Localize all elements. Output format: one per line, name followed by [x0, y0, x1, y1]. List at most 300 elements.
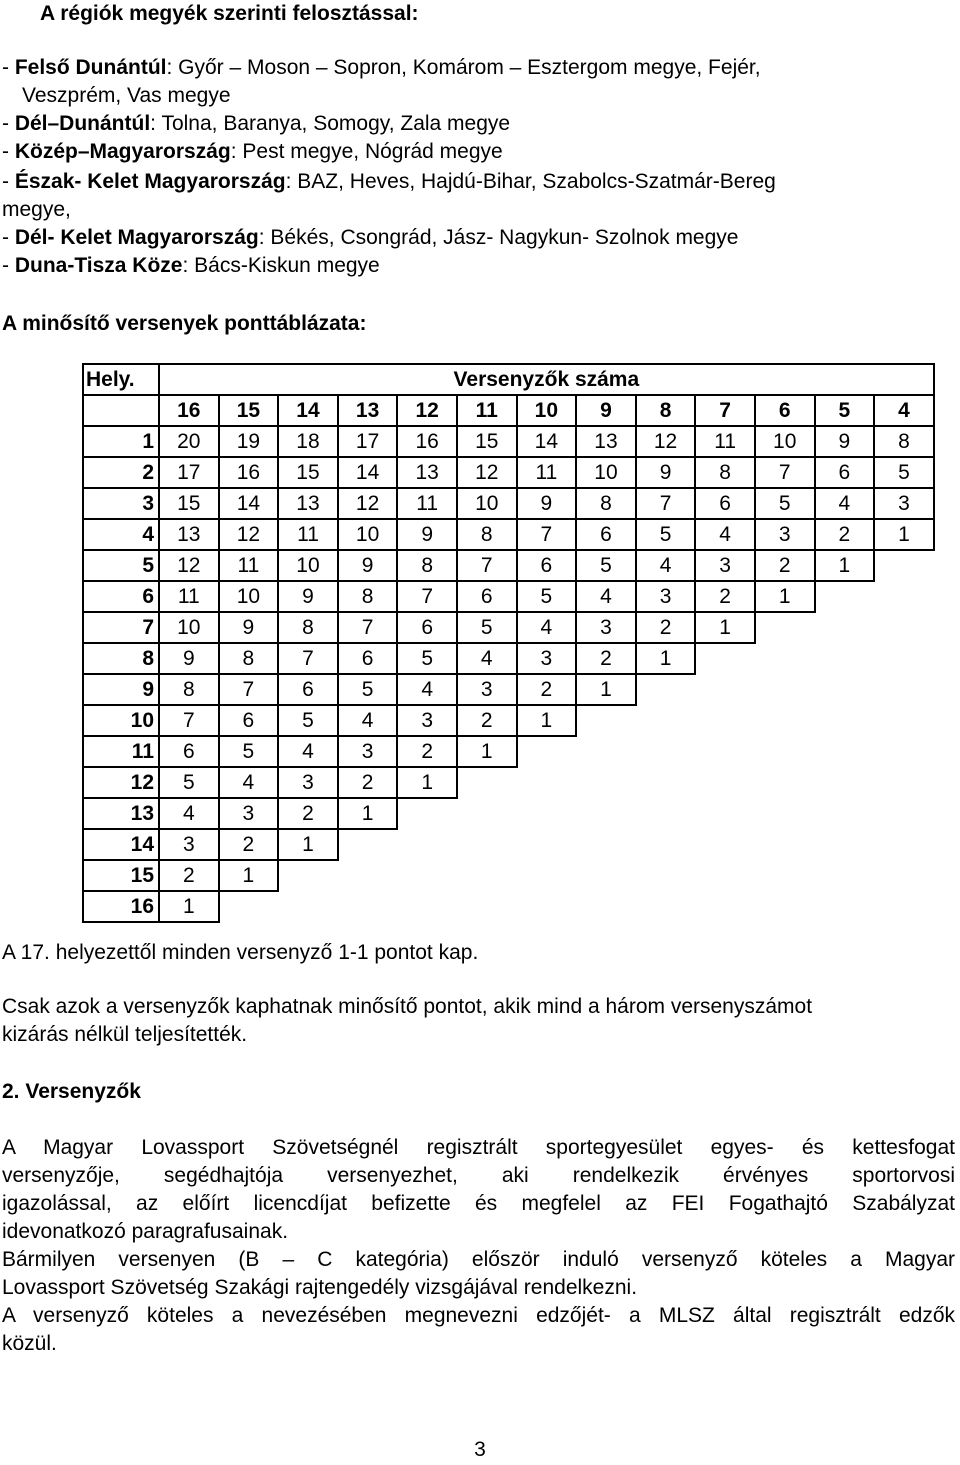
competitor-count-cell: 9 [576, 395, 636, 426]
points-cell: 2 [695, 581, 755, 612]
points-cell: 4 [159, 798, 219, 829]
place-cell-empty [83, 395, 159, 426]
empty-cell [695, 891, 755, 922]
empty-cell [815, 860, 875, 891]
empty-cell [815, 612, 875, 643]
region-counties: : Tolna, Baranya, Somogy, Zala megye [150, 112, 511, 135]
empty-cell [695, 705, 755, 736]
points-cell: 15 [159, 488, 219, 519]
section-2-line: A versenyző köteles a nevezésében megnevezni edzőjét- a MLSZ által regisztrált edzők [2, 1304, 955, 1327]
empty-cell [874, 581, 934, 612]
empty-cell [457, 767, 517, 798]
empty-cell [457, 829, 517, 860]
empty-cell [874, 550, 934, 581]
region-counties: : Békés, Csongrád, Jász- Nagykun- Szolnok megye [258, 226, 739, 249]
table-header-row [83, 364, 934, 395]
qualify-line-1: Csak azok a versenyzők kaphatnak minősítő pontot, akik mind a három versenyszámot [2, 995, 813, 1018]
points-cell: 2 [219, 829, 279, 860]
empty-cell [755, 736, 815, 767]
section-2-line: Lovassport Szövetség Szakági rajtengedély vizsgájával rendelkezni. [2, 1276, 638, 1299]
region-name: Duna-Tisza Köze [14, 254, 183, 277]
points-cell: 10 [338, 519, 398, 550]
points-cell: 20 [159, 426, 219, 457]
points-cell: 4 [278, 736, 338, 767]
points-cell: 5 [636, 519, 696, 550]
competitor-count-cell: 4 [874, 395, 934, 426]
empty-cell [874, 674, 934, 705]
points-cell: 12 [219, 519, 279, 550]
points-cell: 14 [219, 488, 279, 519]
competitors-header: Versenyzők száma [159, 364, 934, 395]
region-dash: - [2, 140, 15, 163]
points-cell: 5 [219, 736, 279, 767]
points-cell: 4 [219, 767, 279, 798]
region-line [2, 138, 503, 166]
points-cell: 1 [576, 674, 636, 705]
points-cell: 8 [874, 426, 934, 457]
points-cell: 12 [159, 550, 219, 581]
empty-cell [517, 891, 577, 922]
points-cell: 5 [457, 612, 517, 643]
empty-cell [815, 643, 875, 674]
points-cell: 8 [576, 488, 636, 519]
points-cell: 4 [457, 643, 517, 674]
points-cell: 7 [278, 643, 338, 674]
region-counties: : Bács-Kiskun megye [182, 254, 380, 277]
score-table-title: A minősítő versenyek ponttáblázata: [2, 312, 367, 335]
points-cell: 10 [755, 426, 815, 457]
section-2-line: A Magyar Lovassport Szövetségnél regisztrált sportegyesület egyes- és kettesfogat [2, 1136, 955, 1159]
empty-cell [457, 798, 517, 829]
empty-cell [695, 736, 755, 767]
points-cell: 5 [576, 550, 636, 581]
empty-cell [874, 705, 934, 736]
points-cell: 7 [517, 519, 577, 550]
region-name: Észak- Kelet Magyarország [14, 170, 286, 193]
competitor-count-cell: 12 [397, 395, 457, 426]
empty-cell [874, 736, 934, 767]
table-row [83, 860, 934, 891]
points-cell: 9 [636, 457, 696, 488]
points-cell: 9 [397, 519, 457, 550]
empty-cell [338, 860, 398, 891]
region-dash: - [2, 56, 15, 79]
points-cell: 15 [278, 457, 338, 488]
empty-cell [576, 798, 636, 829]
points-cell: 4 [397, 674, 457, 705]
table-row [83, 426, 934, 457]
place-cell: 14 [83, 829, 159, 860]
region-name: Dél–Dunántúl [14, 112, 151, 135]
empty-cell [874, 891, 934, 922]
region-dash: - [2, 254, 15, 277]
qualify-line-2: kizárás nélkül teljesítették. [2, 1023, 248, 1046]
points-cell: 10 [278, 550, 338, 581]
table-row [83, 550, 934, 581]
competitor-count-cell: 5 [815, 395, 875, 426]
points-cell: 3 [755, 519, 815, 550]
points-cell: 9 [278, 581, 338, 612]
empty-cell [755, 767, 815, 798]
region-dash: - [2, 112, 15, 135]
empty-cell [636, 767, 696, 798]
points-cell: 1 [874, 519, 934, 550]
competitor-count-cell: 14 [278, 395, 338, 426]
points-cell: 1 [695, 612, 755, 643]
points-cell: 2 [517, 674, 577, 705]
points-cell: 6 [397, 612, 457, 643]
points-cell: 9 [815, 426, 875, 457]
points-cell: 6 [159, 736, 219, 767]
empty-cell [755, 798, 815, 829]
region-name: Közép–Magyarország [14, 140, 231, 163]
empty-cell [517, 736, 577, 767]
points-cell: 1 [517, 705, 577, 736]
region-line [2, 110, 510, 138]
points-cell: 4 [338, 705, 398, 736]
points-cell: 5 [397, 643, 457, 674]
table-row [83, 674, 934, 705]
place-cell: 4 [83, 519, 159, 550]
section-2-heading: 2. Versenyzők [2, 1080, 141, 1103]
points-cell: 7 [159, 705, 219, 736]
empty-cell [755, 860, 815, 891]
empty-cell [576, 736, 636, 767]
empty-cell [457, 891, 517, 922]
empty-cell [815, 736, 875, 767]
place-cell: 5 [83, 550, 159, 581]
empty-cell [397, 798, 457, 829]
place-cell: 9 [83, 674, 159, 705]
points-cell: 6 [457, 581, 517, 612]
points-cell: 7 [338, 612, 398, 643]
empty-cell [815, 674, 875, 705]
points-cell: 3 [874, 488, 934, 519]
points-cell: 6 [815, 457, 875, 488]
place-cell: 6 [83, 581, 159, 612]
points-cell: 8 [219, 643, 279, 674]
region-counties: : Győr – Moson – Sopron, Komárom – Esztergom megye, Fejér, [166, 56, 761, 79]
points-cell: 11 [695, 426, 755, 457]
region-line [2, 196, 71, 224]
page-number: 3 [474, 1438, 486, 1461]
section-2-line: idevonatkozó paragrafusainak. [2, 1220, 289, 1243]
points-cell: 8 [397, 550, 457, 581]
points-cell: 15 [457, 426, 517, 457]
points-cell: 4 [517, 612, 577, 643]
place-cell: 3 [83, 488, 159, 519]
points-cell: 1 [338, 798, 398, 829]
points-cell: 1 [159, 891, 219, 922]
points-cell: 5 [755, 488, 815, 519]
region-line [2, 224, 738, 252]
points-cell: 7 [397, 581, 457, 612]
points-cell: 10 [457, 488, 517, 519]
points-cell: 11 [219, 550, 279, 581]
empty-cell [755, 829, 815, 860]
empty-cell [755, 891, 815, 922]
section-2-line: versenyzője, segédhajtója versenyezhet, aki rendelkezik érvényes sportorvosi [2, 1164, 955, 1187]
points-cell: 2 [457, 705, 517, 736]
points-cell: 2 [278, 798, 338, 829]
region-name: Dél- Kelet Magyarország [14, 226, 259, 249]
points-cell: 2 [815, 519, 875, 550]
table-row [83, 519, 934, 550]
points-cell: 10 [159, 612, 219, 643]
empty-cell [338, 829, 398, 860]
empty-cell [576, 891, 636, 922]
points-cell: 18 [278, 426, 338, 457]
place-cell: 13 [83, 798, 159, 829]
points-cell: 9 [338, 550, 398, 581]
empty-cell [636, 705, 696, 736]
points-cell: 12 [457, 457, 517, 488]
points-cell: 3 [576, 612, 636, 643]
points-cell: 13 [397, 457, 457, 488]
points-cell: 3 [159, 829, 219, 860]
points-cell: 3 [278, 767, 338, 798]
points-cell: 14 [517, 426, 577, 457]
table-row [83, 829, 934, 860]
region-dash: - [2, 170, 15, 193]
region-counties: Veszprém, Vas megye [22, 84, 231, 107]
points-cell: 4 [695, 519, 755, 550]
empty-cell [755, 612, 815, 643]
empty-cell [755, 705, 815, 736]
points-cell: 12 [636, 426, 696, 457]
points-cell: 7 [755, 457, 815, 488]
points-cell: 3 [219, 798, 279, 829]
section-2-line: közül. [2, 1332, 57, 1355]
points-cell: 2 [397, 736, 457, 767]
place-header: Hely. [83, 364, 159, 395]
competitor-count-cell: 6 [755, 395, 815, 426]
empty-cell [874, 612, 934, 643]
points-cell: 3 [397, 705, 457, 736]
empty-cell [695, 767, 755, 798]
place-cell: 15 [83, 860, 159, 891]
competitor-count-cell: 13 [338, 395, 398, 426]
points-cell: 9 [219, 612, 279, 643]
points-cell: 11 [278, 519, 338, 550]
points-cell: 19 [219, 426, 279, 457]
points-cell: 17 [159, 457, 219, 488]
place-cell: 1 [83, 426, 159, 457]
section-2-line: Bármilyen versenyen (B – C kategória) először induló versenyző köteles a Magyar [2, 1248, 955, 1271]
empty-cell [636, 891, 696, 922]
empty-cell [397, 860, 457, 891]
points-cell: 3 [338, 736, 398, 767]
table-row [83, 643, 934, 674]
table-row [83, 612, 934, 643]
points-cell: 1 [457, 736, 517, 767]
section-2-line: igazolással, az előírt licencdíjat befizette és megfelel az FEI Fogathajtó Szabályzat [2, 1192, 955, 1215]
points-cell: 1 [815, 550, 875, 581]
table-row [83, 736, 934, 767]
empty-cell [457, 860, 517, 891]
points-cell: 3 [695, 550, 755, 581]
empty-cell [397, 891, 457, 922]
place-cell: 11 [83, 736, 159, 767]
empty-cell [517, 798, 577, 829]
place-cell: 12 [83, 767, 159, 798]
region-counties: : Pest megye, Nógrád megye [230, 140, 503, 163]
competitor-count-cell: 15 [219, 395, 279, 426]
points-cell: 7 [636, 488, 696, 519]
empty-cell [517, 767, 577, 798]
place-cell: 2 [83, 457, 159, 488]
empty-cell [695, 643, 755, 674]
points-cell: 5 [278, 705, 338, 736]
points-cell: 1 [636, 643, 696, 674]
points-cell: 6 [219, 705, 279, 736]
empty-cell [874, 798, 934, 829]
region-line [2, 168, 776, 196]
table-row [83, 581, 934, 612]
points-cell: 8 [338, 581, 398, 612]
competitor-count-cell: 8 [636, 395, 696, 426]
points-cell: 2 [338, 767, 398, 798]
empty-cell [755, 674, 815, 705]
points-cell: 12 [338, 488, 398, 519]
region-dash: - [2, 226, 15, 249]
empty-cell [278, 860, 338, 891]
points-cell: 2 [636, 612, 696, 643]
points-cell: 2 [576, 643, 636, 674]
table-row [83, 798, 934, 829]
empty-cell [636, 736, 696, 767]
points-cell: 8 [159, 674, 219, 705]
points-cell: 9 [517, 488, 577, 519]
points-cell: 3 [636, 581, 696, 612]
points-cell: 3 [517, 643, 577, 674]
table-row [83, 767, 934, 798]
points-cell: 8 [695, 457, 755, 488]
points-cell: 5 [874, 457, 934, 488]
points-cell: 6 [278, 674, 338, 705]
points-cell: 16 [219, 457, 279, 488]
score-table [82, 363, 935, 923]
empty-cell [695, 860, 755, 891]
table-row [83, 891, 934, 922]
points-cell: 10 [219, 581, 279, 612]
place-cell: 10 [83, 705, 159, 736]
empty-cell [755, 643, 815, 674]
empty-cell [874, 860, 934, 891]
empty-cell [576, 767, 636, 798]
place-cell: 16 [83, 891, 159, 922]
points-cell: 4 [576, 581, 636, 612]
region-line [22, 82, 231, 110]
points-cell: 4 [636, 550, 696, 581]
competitor-count-cell: 11 [457, 395, 517, 426]
empty-cell [874, 767, 934, 798]
points-cell: 17 [338, 426, 398, 457]
table-row [83, 488, 934, 519]
competitor-count-cell: 10 [517, 395, 577, 426]
points-cell: 13 [278, 488, 338, 519]
place-cell: 8 [83, 643, 159, 674]
empty-cell [338, 891, 398, 922]
points-cell: 1 [219, 860, 279, 891]
empty-cell [695, 674, 755, 705]
empty-cell [576, 829, 636, 860]
empty-cell [815, 798, 875, 829]
region-name: Felső Dunántúl [14, 56, 167, 79]
points-cell: 1 [278, 829, 338, 860]
empty-cell [517, 829, 577, 860]
empty-cell [278, 891, 338, 922]
table-row [83, 457, 934, 488]
empty-cell [219, 891, 279, 922]
empty-cell [815, 891, 875, 922]
competitor-count-cell: 16 [159, 395, 219, 426]
points-cell: 2 [755, 550, 815, 581]
empty-cell [636, 798, 696, 829]
region-line [2, 54, 761, 82]
empty-cell [517, 860, 577, 891]
points-cell: 6 [338, 643, 398, 674]
points-cell: 10 [576, 457, 636, 488]
place-cell: 7 [83, 612, 159, 643]
empty-cell [636, 829, 696, 860]
empty-cell [815, 705, 875, 736]
empty-cell [397, 829, 457, 860]
empty-cell [695, 798, 755, 829]
points-cell: 1 [397, 767, 457, 798]
points-cell: 6 [695, 488, 755, 519]
empty-cell [695, 829, 755, 860]
region-counties: megye, [2, 198, 71, 221]
table-header-row [83, 395, 934, 426]
score-table-note: A 17. helyezettől minden versenyző 1-1 pontot kap. [2, 941, 479, 964]
regions-title: A régiók megyék szerinti felosztással: [40, 2, 419, 25]
points-cell: 4 [815, 488, 875, 519]
points-cell: 11 [517, 457, 577, 488]
points-cell: 14 [338, 457, 398, 488]
competitor-count-cell: 7 [695, 395, 755, 426]
points-cell: 9 [159, 643, 219, 674]
empty-cell [874, 829, 934, 860]
empty-cell [874, 643, 934, 674]
points-cell: 8 [278, 612, 338, 643]
points-cell: 7 [219, 674, 279, 705]
points-cell: 13 [159, 519, 219, 550]
empty-cell [636, 860, 696, 891]
points-cell: 11 [159, 581, 219, 612]
points-cell: 6 [517, 550, 577, 581]
points-cell: 5 [517, 581, 577, 612]
points-cell: 3 [457, 674, 517, 705]
points-cell: 5 [338, 674, 398, 705]
empty-cell [576, 860, 636, 891]
points-cell: 5 [159, 767, 219, 798]
points-cell: 11 [397, 488, 457, 519]
table-row [83, 705, 934, 736]
points-cell: 16 [397, 426, 457, 457]
points-cell: 8 [457, 519, 517, 550]
points-cell: 6 [576, 519, 636, 550]
empty-cell [815, 829, 875, 860]
points-cell: 2 [159, 860, 219, 891]
region-line [2, 252, 380, 280]
region-counties: : BAZ, Heves, Hajdú-Bihar, Szabolcs-Szatmár-Bereg [285, 170, 776, 193]
empty-cell [576, 705, 636, 736]
empty-cell [636, 674, 696, 705]
empty-cell [815, 767, 875, 798]
points-cell: 7 [457, 550, 517, 581]
points-cell: 13 [576, 426, 636, 457]
